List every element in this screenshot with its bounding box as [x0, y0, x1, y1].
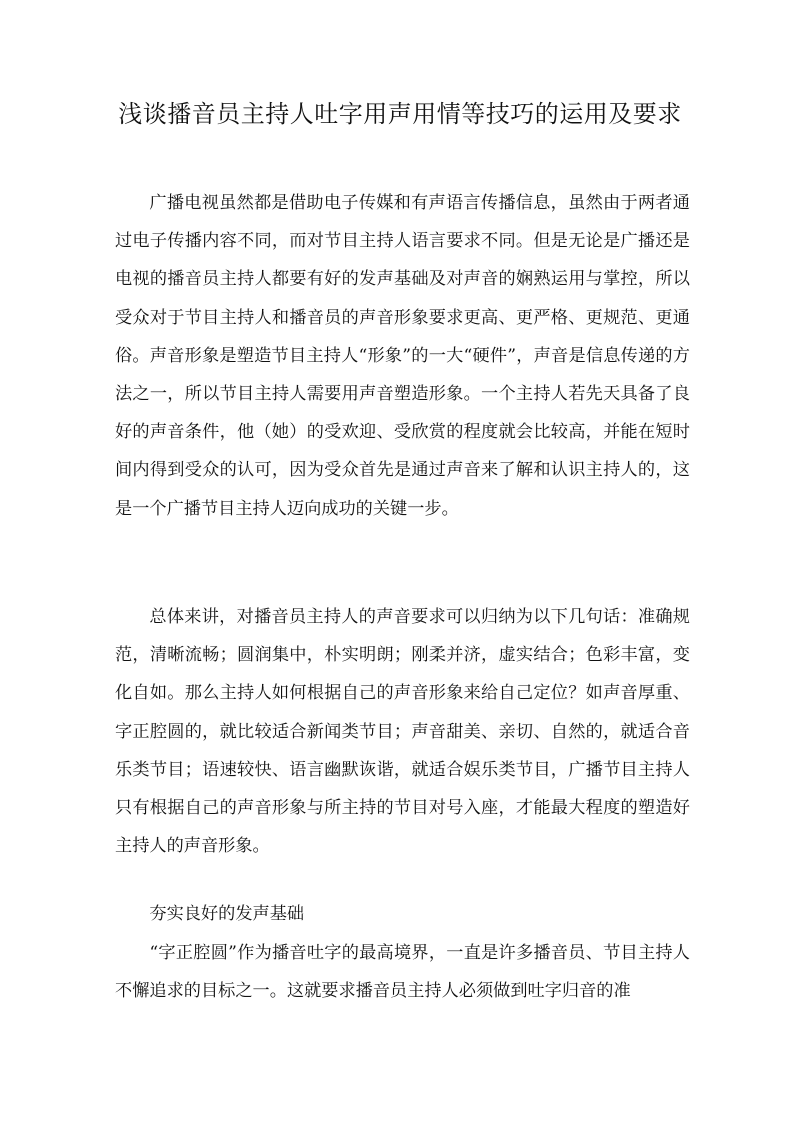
paragraph-broadcast-intro: 广播电视虽然都是借助电子传媒和有声语言传播信息，虽然由于两者通过电子传播内容不同，而对节目主持人语言要求不同。但是无论是广播还是电视的播音员主持人都要有好的发声基础及对声音的娴熟运用与掌控，所以受众对于节目主持人和播音员的声音形象要求更高、更严格、更规范、更通俗。声音形象是塑造节目主持人“形象”的一大“硬件”，声音是信息传递的方法之一，所以节目主持人需要用声音塑造形象。一个主持人若先天具备了良好的声音条件，他（她）的受欢迎、受欣赏的程度就会比较高，并能在短时间内得到受众的认可，因为受众首先是通过声音来了解和认识主持人的，这是一个广播节目主持人迈向成功的关键一步。	[115, 193, 690, 519]
document-title: 浅谈播音员主持人吐字用声用情等技巧的运用及要求	[118, 100, 682, 128]
section-heading-foundation: 夯实良好的发声基础	[149, 904, 305, 924]
paragraph-articulation: “字正腔圆”作为播音吐字的最高境界，一直是许多播音员、节目主持人不懈追求的目标之一。这就要求播音员主持人必须做到吐字归音的准	[115, 943, 690, 1002]
paragraph-voice-requirements: 总体来讲，对播音员主持人的声音要求可以归纳为以下几句话：准确规范，清晰流畅；圆润集中，朴实明朗；刚柔并济，虚实结合；色彩丰富，变化自如。那么主持人如何根据自己的声音形象来给自己定位？如声音厚重、字正腔圆的，就比较适合新闻类节目；声音甜美、亲切、自然的，就适合音乐类节目；语速较快、语言幽默诙谐，就适合娱乐类节目，广播节目主持人只有根据自己的声音形象与所主持的节目对号入座，才能最大程度的塑造好主持人的声音形象。	[115, 607, 690, 857]
